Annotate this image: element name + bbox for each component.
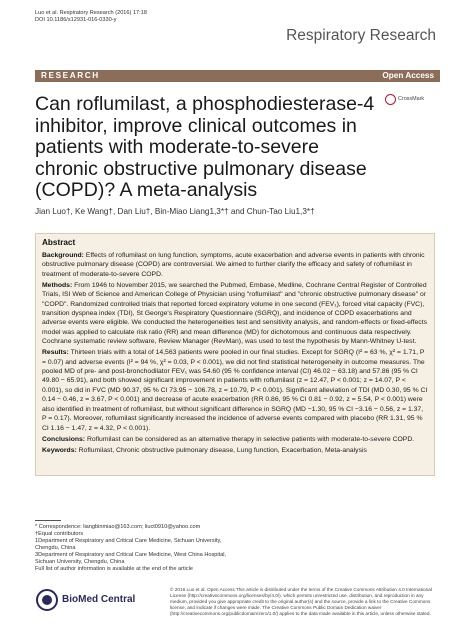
abstract-conclusions [42, 435, 428, 444]
biomed-central-icon [35, 588, 59, 612]
open-access-label: Open Access [382, 71, 434, 80]
footnote-correspondence: * Correspondence: liangbinmiao@163.com; liuct0910@yahoo.com [35, 524, 201, 530]
conclusions-text: Roflumilast can be considered as an alternative therapy in selective patients with moderate-to-severe COPD. [85, 435, 415, 443]
crossmark-badge[interactable] [385, 94, 435, 106]
methods-label: Methods: [42, 281, 73, 289]
results-label: Results: [42, 349, 69, 357]
license-text: © 2016 Luo et al. Open Access This article is distributed under the terms of the Creative Commons Attribution 4.0 International License (http://creativecommons.org/licenses/by/4.0/), which permits unrestricted use, distribution, and reproduction in any medium, provided you give appropriate credit to the original author(s) and the source, provide a link to the Creative Commons license, and indicate if changes were made. The Creative Commons Public Domain Dedication waiver (http://creativecommons.org/publicdomain/zero/1.0/) applies to the data made available in this article, unless otherwise stated. [170, 587, 432, 616]
keywords-text: Roflumilast, Chronic obstructive pulmonary disease, Lung function, Exacerbation, Meta-analysis [76, 446, 367, 454]
section-label: RESEARCH [41, 71, 100, 80]
keywords-label: Keywords: [42, 446, 77, 454]
footnote-divider [35, 520, 61, 521]
footnote-affiliation-1: 1Department of Respiratory and Critical Care Medicine, Sichuan University, Chengdu, China [35, 538, 222, 551]
conclusions-label: Conclusions: [42, 435, 86, 443]
abstract-box [35, 233, 435, 476]
citation: Luo et al. Respiratory Research (2016) 17:18 [35, 10, 147, 16]
crossmark-label: CrossMark [398, 96, 425, 102]
article-title: Can roflumilast, a phosphodiesterase-4 inhibitor, improve clinical outcomes in patients with moderate-to-severe chronic obstructive pulmonary disease (COPD)? A meta-analysis [35, 93, 375, 202]
running-header [35, 10, 147, 24]
publisher-name: BioMed Central [62, 594, 136, 605]
abstract-heading: Abstract [42, 238, 76, 247]
section-banner [35, 70, 440, 82]
abstract-methods [42, 281, 428, 347]
abstract-body [42, 251, 428, 457]
publisher-logo [35, 588, 145, 612]
doi: DOI 10.1186/s12931-016-0330-y [35, 17, 117, 23]
methods-text: From 1946 to November 2015, we searched the Pubmed, Embase, Medline, Cochrane Central Register of Controlled Trials, ISI Web of Science and American College of Physician using "roflumilast" and "chronic obstructive pulmonary disease" or "COPD". Randomized controlled trials that reported forced expiratory volume in one second (FEV₁), forced vital capacity (FVC), transition dyspnea index (TDI), St George's Respiratory Questionnaire (SGRQ), and incidence of COPD exacerbations and adverse events were eligible. We conducted the heterogeneities test and sensitivity analysis, and random-effects or fixed-effects model was applied to calculate risk ratio (RR) and mean difference (MD) for dichotomous and continuous data respectively. Cochrane systematic review software, Review Manager (RevMan), was used to test the hypothesis by Mann-Whitney U-test. [42, 281, 427, 346]
footnote-affiliation-3: 3Department of Respiratory and Critical Care Medicine, West China Hospital, Sichuan University, Chengdu, China [35, 552, 227, 565]
results-text: Thirteen trials with a total of 14,563 patients were pooled in our final studies. Except for SGRQ (I² = 63 %, χ² = 1.71, P = 0.07) and adverse events (I² = 94 %, χ² = 0.03, P < 0.001), we did not find statistical heterogeneity in outcome measures. The pooled MD of pre- and post-bronchodilator FEV₁ was 54.60 (95 % confidence interval (CI) 46.02 − 63.18) and 57.86 (95 % CI 49.80 − 65.91), and both showed significant improvement in patients with roflumilast (z = 12.47, P < 0.001; z = 14.07, P < 0.001), so did in FVC (MD 90.37, 95 % CI 73.95 − 106.78, z = 10.79, P < 0.001). Significant alleviation of TDI (MD 0.30, 95 % CI 0.14 − 0.46, z = 3.67, P < 0.001) and decrease of acute exacerbation (RR 0.86, 95 % CI 0.81 − 0.92, z = 5.54, P < 0.001) were also identified in treatment of roflumilast, but without significant difference in SGRQ (MD −1.30, 95 % CI −3.16 − 0.56, z = 1.37, P = 0.17). Moreover, roflumilast significantly increased the incidence of adverse events compared with placebo (RR 1.31, 95 % CI 1.16 − 1.47, z = 4.32, P < 0.001). [42, 349, 428, 432]
abstract-background [42, 251, 428, 279]
abstract-keywords [42, 446, 428, 455]
footnote-full-list: Full list of author information is available at the end of the article [35, 566, 193, 572]
footnote-equal: †Equal contributors [35, 531, 84, 537]
background-text: Effects of roflumilast on lung function, symptoms, acute exacerbation and adverse events in patients with chronic obstructive pulmonary disease (COPD) are controversial. We aimed to further clarify the efficacy and safety of roflumilast in treatment of moderate-to-severe COPD. [42, 252, 425, 278]
abstract-results [42, 348, 428, 433]
crossmark-icon [385, 94, 396, 105]
footnotes [35, 520, 235, 573]
background-label: Background: [42, 252, 84, 259]
journal-name: Respiratory Research [286, 27, 436, 44]
author-list: Jian Luo†, Ke Wang†, Dan Liu†, Bin-Miao Liang1,3*† and Chun-Tao Liu1,3*† [35, 207, 315, 216]
